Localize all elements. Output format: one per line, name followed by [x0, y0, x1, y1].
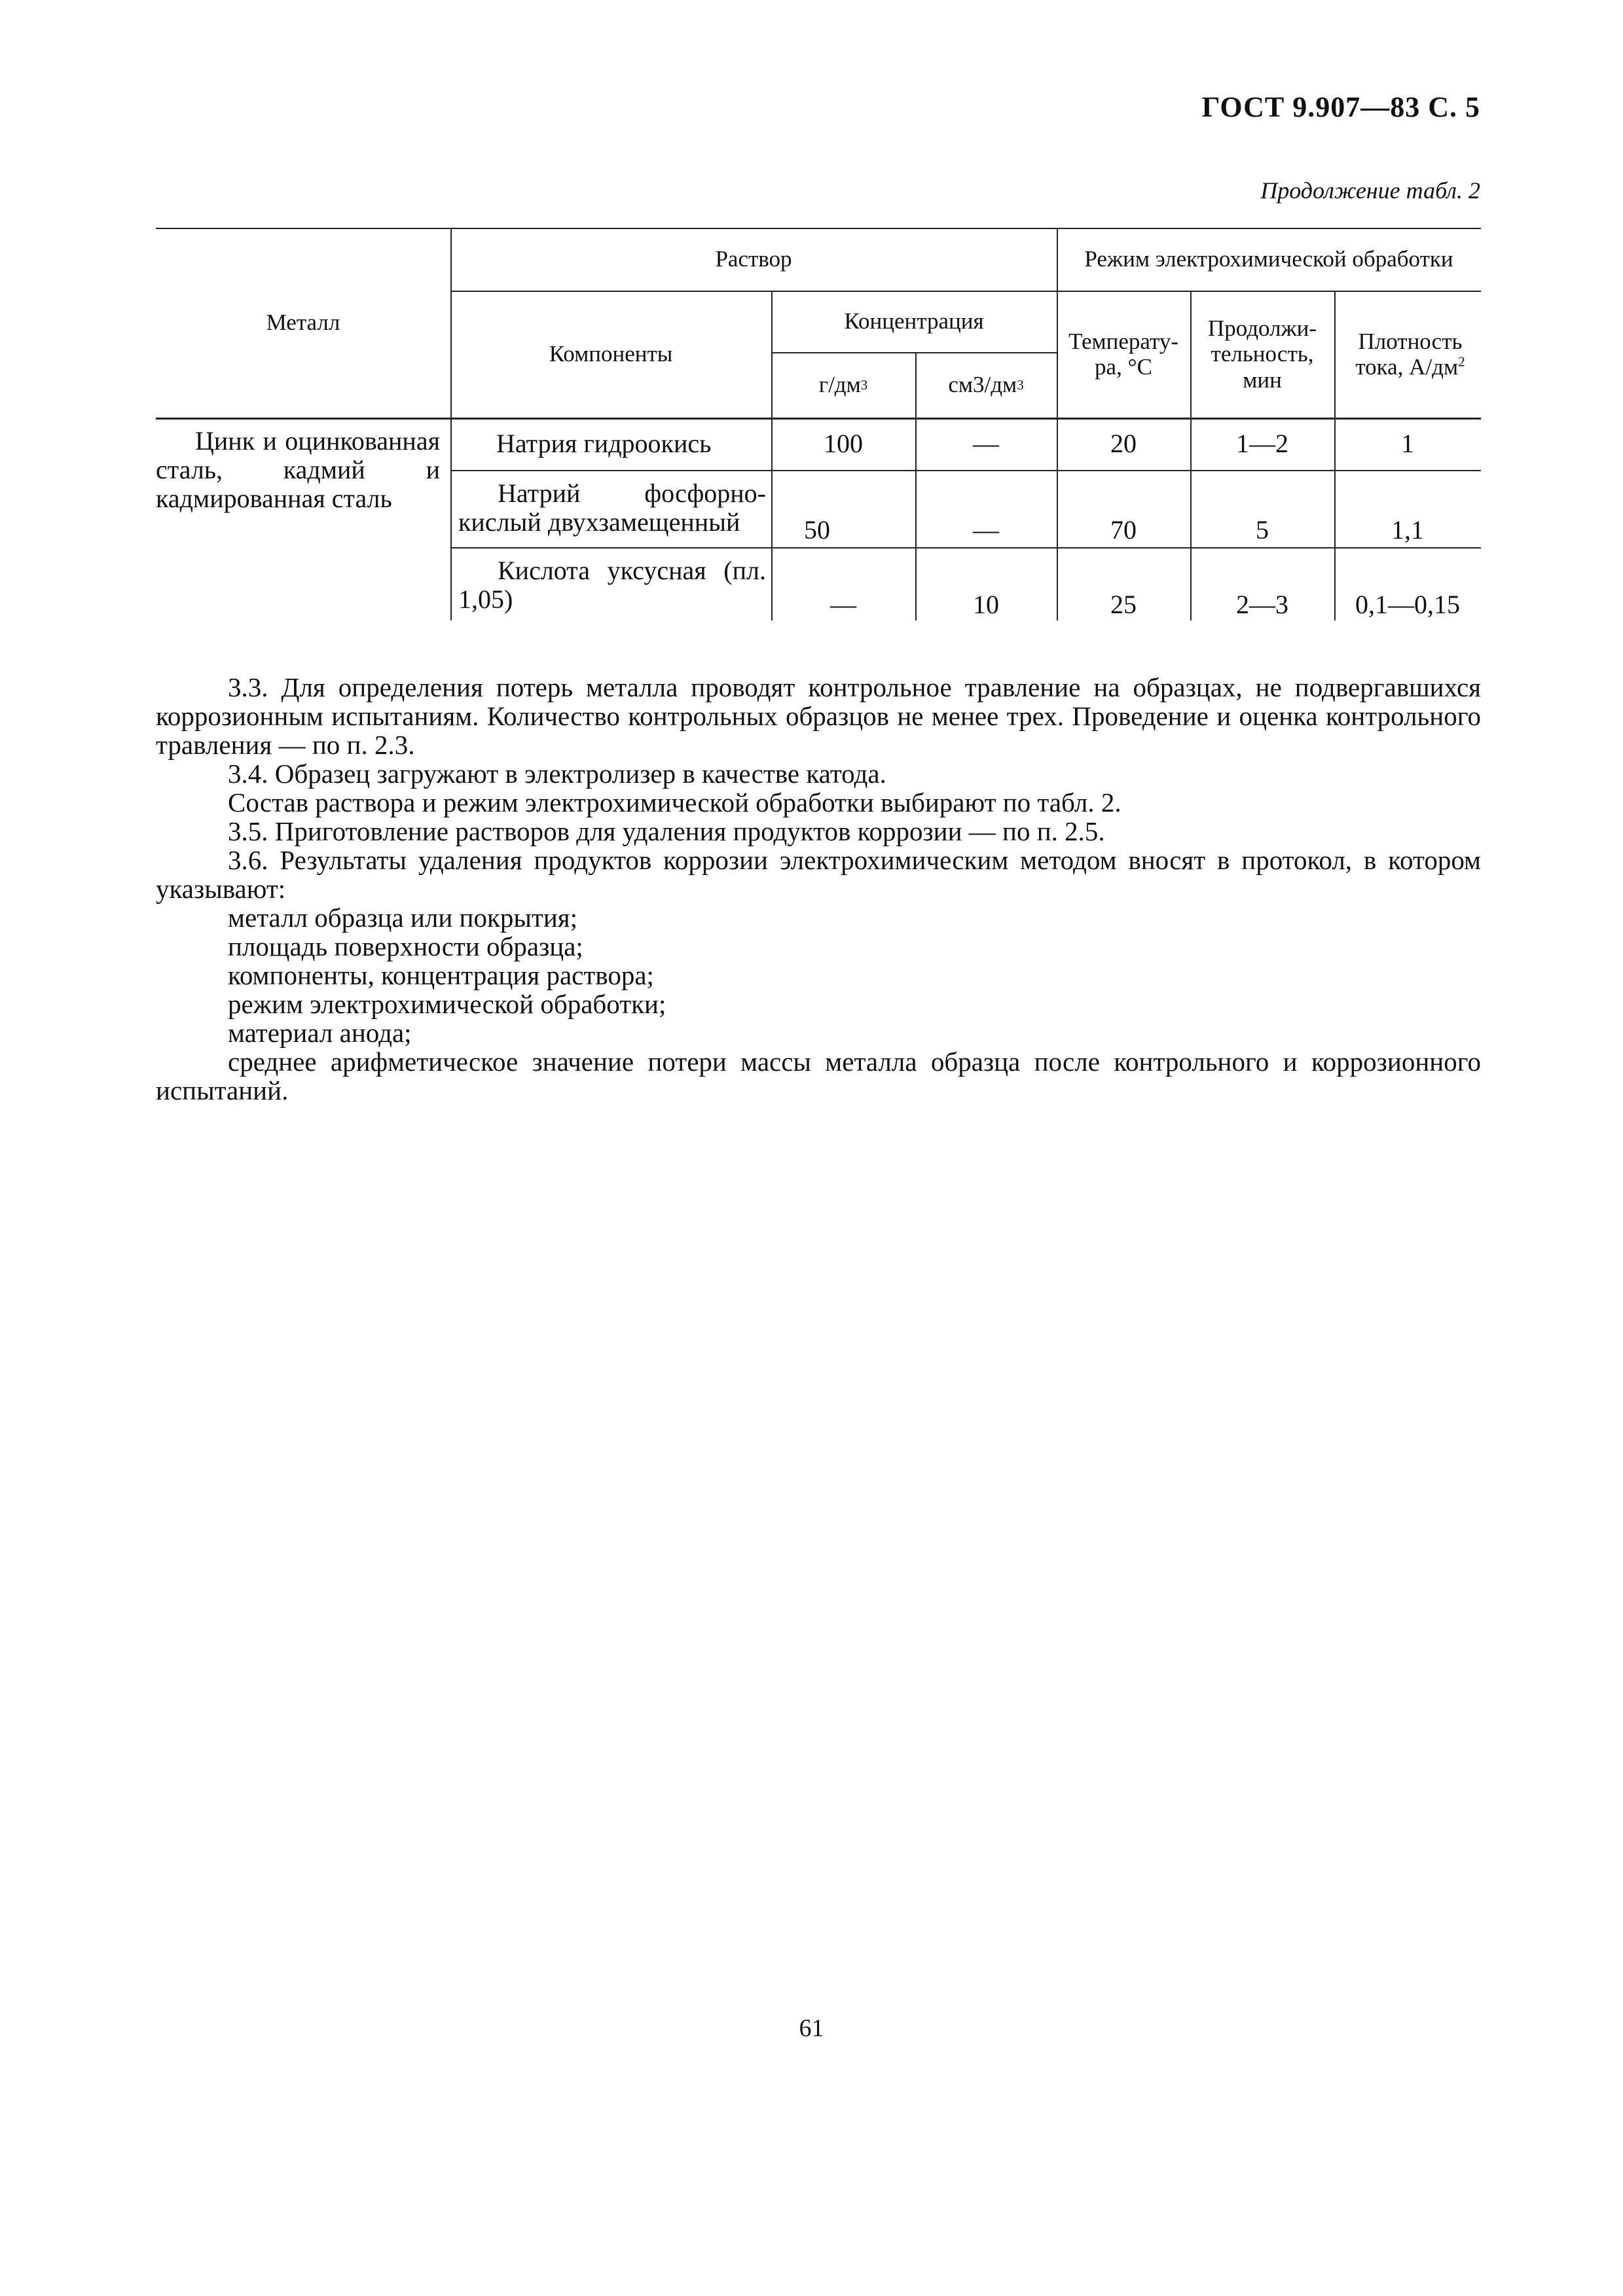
row-2-density: 1,1	[1391, 514, 1424, 545]
row-3-temp: 25	[1110, 589, 1137, 619]
rule-row-2	[450, 547, 1481, 548]
paragraph-3-6: 3.6. Результаты удаления продуктов коррозии электрохимическим методом вносят в протокол, в котором указывают:	[156, 845, 1481, 904]
list-item: металл образца или покрытия;	[228, 903, 578, 933]
paragraph-3-3: 3.3. Для определения потерь металла проводят контрольное травление на образцах, не подвергавшихся коррозионным испытаниям. Количество контрольных образцов не менее трех. Проведение и оценка контрольного травления — по п. 2.3.	[156, 672, 1481, 760]
paragraph-3-4: 3.4. Образец загружают в электролизер в качестве катода.	[228, 759, 886, 789]
row-3-component: Кислота уксусная (пл. 1,05)	[458, 556, 766, 614]
row-2-duration: 5	[1256, 514, 1269, 545]
paragraph-composition: Состав раствора и режим электрохимической обработки выбирают по табл. 2.	[228, 787, 1122, 817]
row-1-g: 100	[824, 428, 863, 458]
row-3-cm: 10	[973, 589, 999, 619]
list-item: материал анода;	[228, 1018, 412, 1048]
rule-row-1	[450, 470, 1481, 471]
header-g-per-dm3: г/дм 3	[818, 372, 868, 398]
row-2-component: Натрий фосфорно-кислый двухзамещенный	[458, 478, 766, 537]
list-item-final: среднее арифметическое значение потери массы металла образца после контрольного и коррозионного испытаний.	[156, 1047, 1481, 1105]
row-1-density: 1	[1401, 428, 1414, 458]
row-2-g: 50	[804, 514, 830, 545]
row-2-cm: —	[973, 514, 999, 545]
row-3-density: 0,1—0,15	[1355, 589, 1460, 619]
row-1-cm: —	[973, 428, 999, 458]
data-table	[156, 228, 1481, 620]
list-item: режим электрохимической обработки;	[228, 989, 666, 1019]
header-concentration: Концентрация	[844, 308, 984, 334]
list-item: компоненты, концентрация раствора;	[228, 960, 654, 990]
header-current-density: Плотность тока, $А/дм^2$	[1355, 328, 1465, 380]
page-number: 61	[799, 2015, 824, 2042]
metal-cell: Цинк и оцинкованная сталь, кадмий и кадмированная сталь	[156, 426, 440, 513]
header-solution: Раствор	[715, 246, 792, 272]
paragraph-3-5: 3.5. Приготовление растворов для удаления продуктов коррозии — по п. 2.5.	[228, 816, 1105, 846]
row-1-component: Натрия гидроокись	[496, 428, 712, 458]
header-mode: Режим электрохимической обработки	[1084, 246, 1453, 272]
row-3-duration: 2—3	[1236, 589, 1288, 619]
row-1-duration: 1—2	[1236, 428, 1288, 458]
header-temperature: Температу-ра, °С	[1068, 328, 1179, 380]
table-caption: Продолжение табл. 2	[1260, 177, 1480, 204]
row-3-g: —	[830, 589, 856, 619]
row-2-temp: 70	[1110, 514, 1137, 545]
header-cm3-per-dm3: см3/дм 3	[948, 372, 1024, 398]
body-text	[156, 673, 1481, 1105]
header-duration: Продолжи-тельность, мин	[1207, 315, 1317, 393]
page-header: ГОСТ 9.907—83 С. 5	[1201, 91, 1480, 123]
header-metal: Металл	[266, 310, 340, 336]
list-item: площадь поверхности образца;	[228, 931, 583, 961]
row-1-temp: 20	[1110, 428, 1137, 458]
header-components: Компоненты	[549, 341, 673, 367]
